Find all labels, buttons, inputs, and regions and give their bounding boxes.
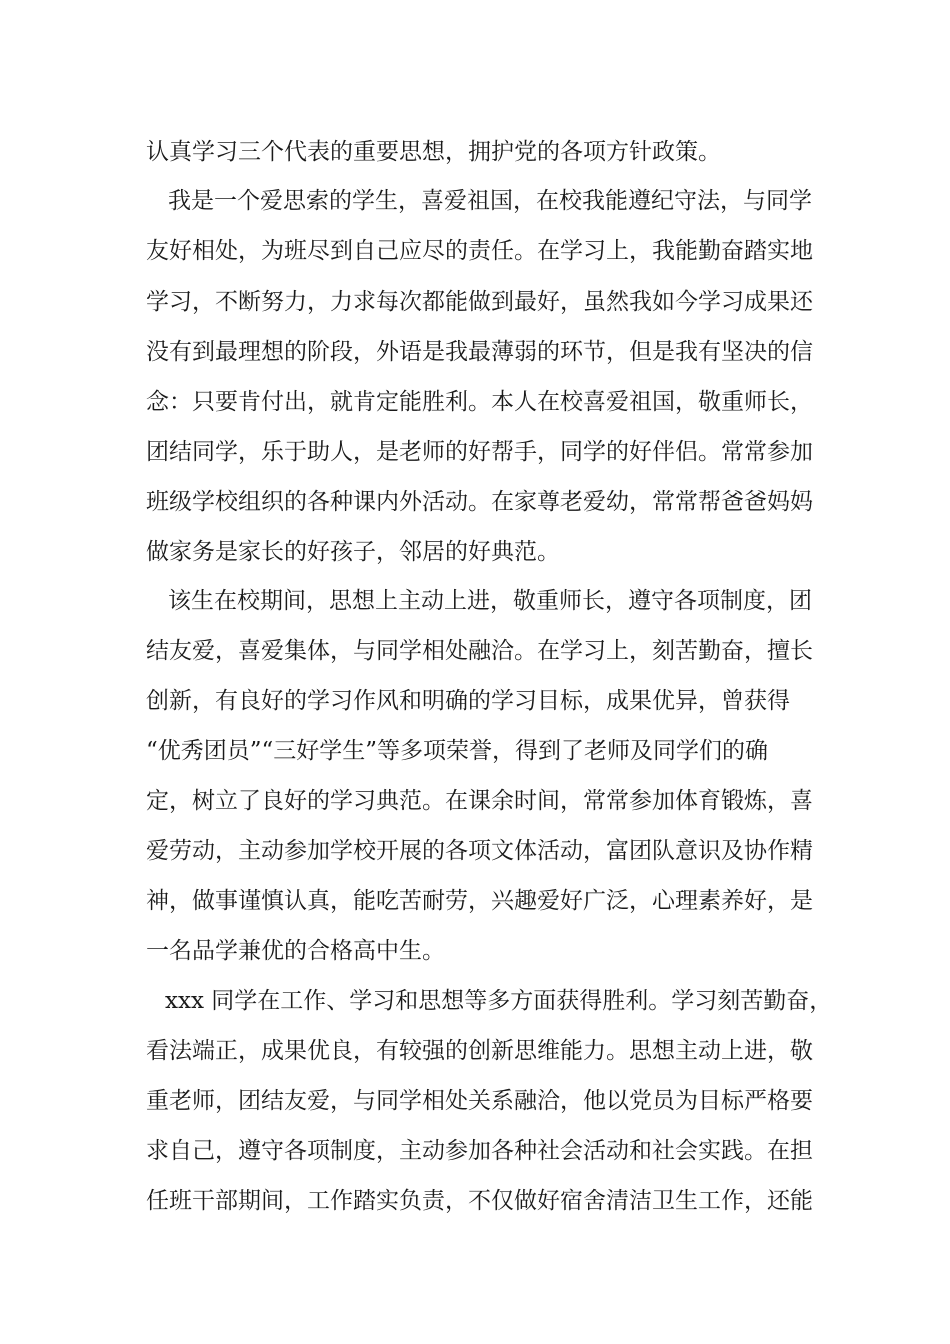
- text-line: 我是一个爱思索的学生，喜爱祖国，在校我能遵纪守法，与同学: [168, 188, 812, 214]
- text-line: 念：只要肯付出，就肯定能胜利。本人在校喜爱祖国，敬重师长，: [146, 389, 813, 415]
- text-line: 认真学习三个代表的重要思想，拥护党的各项方针政策。: [146, 139, 721, 165]
- text-line: xxx 同学在工作、学习和思想等多方面获得胜利。学习刻苦勤奋，: [165, 988, 833, 1014]
- text-line: “优秀团员”“三好学生”等多项荣誉，得到了老师及同学们的确: [146, 738, 769, 764]
- text-line: 该生在校期间，思想上主动上进，敬重师长，遵守各项制度，团: [168, 588, 812, 614]
- text-line: 学习，不断努力，力求每次都能做到最好，虽然我如今学习成果还: [146, 289, 813, 315]
- text-line: 友好相处，为班尽到自己应尽的责任。在学习上，我能勤奋踏实地: [146, 238, 813, 264]
- text-line: 神，做事谨慎认真，能吃苦耐劳，兴趣爱好广泛，心理素养好，是: [146, 888, 813, 914]
- text-line: 做家务是家长的好孩子，邻居的好典范。: [146, 539, 560, 565]
- text-line: 任班干部期间，工作踏实负责，不仅做好宿舍清洁卫生工作，还能: [146, 1188, 813, 1214]
- text-line: 没有到最理想的阶段，外语是我最薄弱的环节，但是我有坚决的信: [146, 339, 813, 365]
- text-line: 求自己，遵守各项制度，主动参加各种社会活动和社会实践。在担: [146, 1138, 813, 1164]
- text-line: 重老师，团结友爱，与同学相处关系融洽，他以党员为目标严格要: [146, 1088, 813, 1114]
- text-line: 定，树立了良好的学习典范。在课余时间，常常参加体育锻炼，喜: [146, 788, 813, 814]
- text-line: 创新，有良好的学习作风和明确的学习目标，成果优异，曾获得: [146, 688, 790, 714]
- text-line: 团结同学，乐于助人，是老师的好帮手，同学的好伴侣。常常参加: [146, 439, 813, 465]
- text-line: 一名品学兼优的合格高中生。: [146, 938, 445, 964]
- text-line: 看法端正，成果优良，有较强的创新思维能力。思想主动上进，敬: [146, 1038, 813, 1064]
- text-line: 结友爱，喜爱集体，与同学相处融洽。在学习上，刻苦勤奋，擅长: [146, 638, 813, 664]
- text-line: 爱劳动，主动参加学校开展的各项文体活动，富团队意识及协作精: [146, 838, 813, 864]
- text-line: 班级学校组织的各种课内外活动。在家尊老爱幼，常常帮爸爸妈妈: [146, 489, 813, 515]
